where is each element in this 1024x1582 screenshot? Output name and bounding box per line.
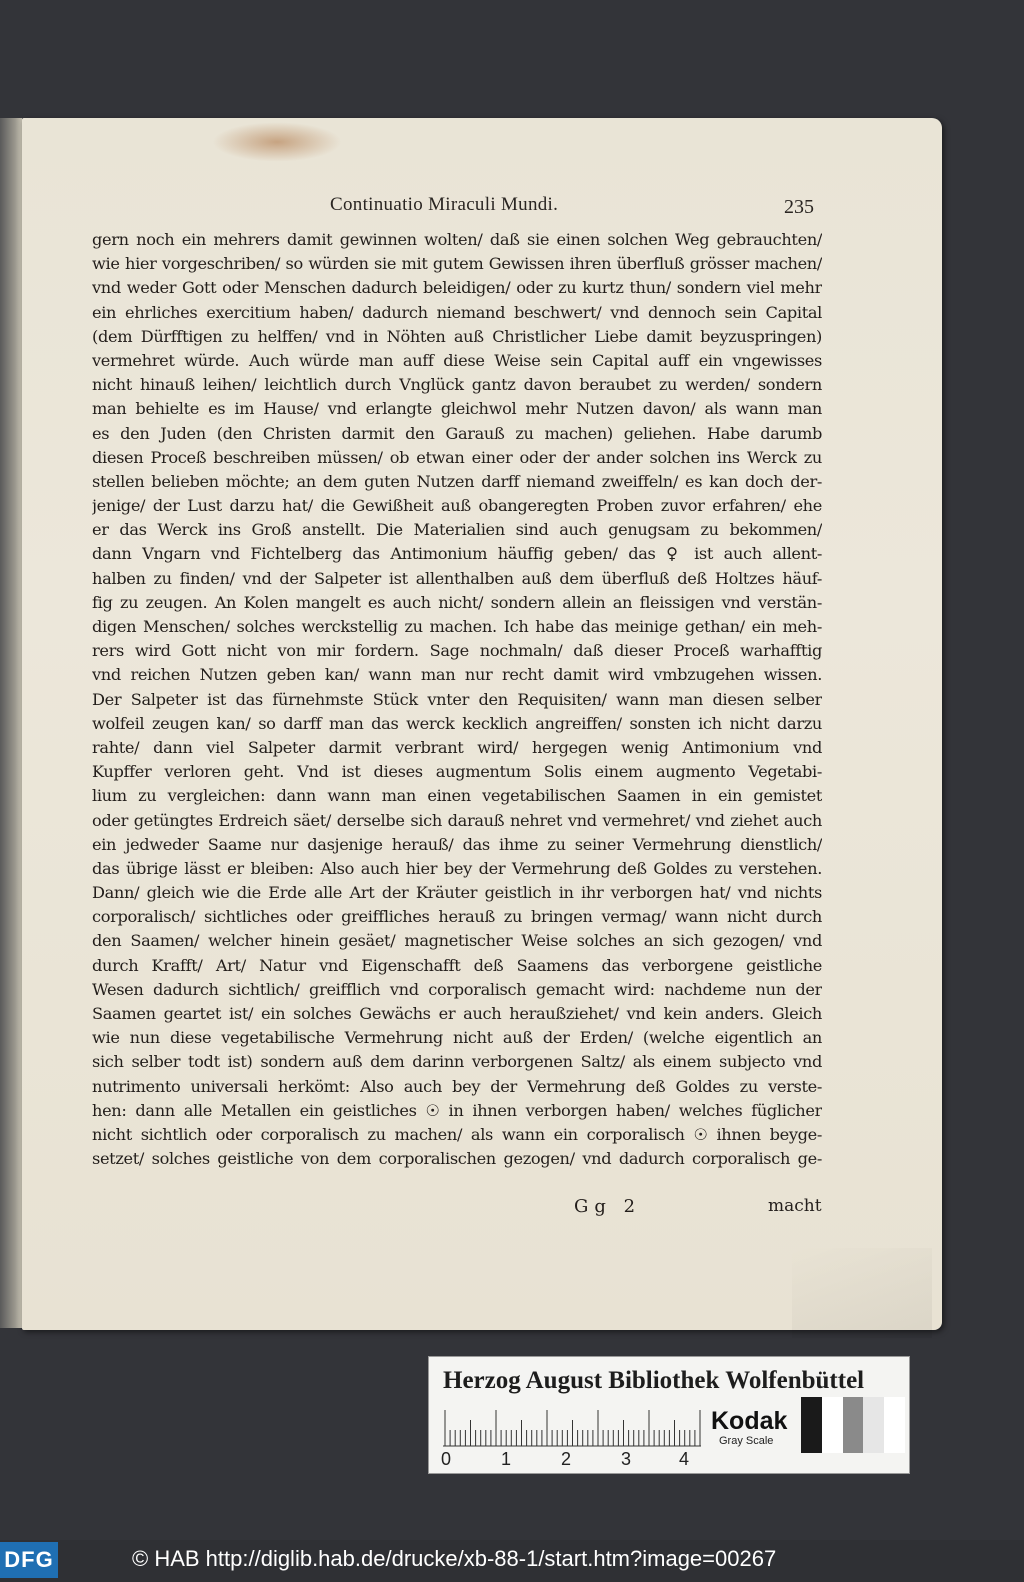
page-stain [212, 122, 342, 162]
text-line: diesen Proceß beschreiben müssen/ ob etwan einer oder der ander solchen ins Werck zu [92, 447, 822, 467]
copyright-url: © HAB http://diglib.hab.de/drucke/xb-88-1/start.htm?image=00267 [132, 1546, 777, 1571]
text-line: wie hier vorgeschriben/ so würden sie mit gutem Gewissen ihren überfluß grösser machen/ [92, 254, 822, 274]
gray-swatch [822, 1397, 843, 1453]
text-line: fig zu zeugen. An Kolen mangelt es auch nicht/ sondern allein an fleissigen vnd verstän- [92, 592, 822, 612]
signature-mark: Gg 2 [574, 1196, 642, 1217]
text-line: er das Werck ins Groß anstellt. Die Materialien sind auch genugsam zu bekommen/ [92, 520, 822, 540]
kodak-logo: Kodak [711, 1407, 788, 1435]
text-line: halben zu finden/ vnd der Salpeter ist allenthalben auß dem überfluß deß Holtzes häuf- [92, 568, 822, 588]
text-line: man behielte es im Hause/ vnd erlangte gleichwol mehr Nutzen davon/ als wann man [92, 399, 822, 419]
page-number: 235 [784, 196, 814, 218]
gray-swatch [863, 1397, 884, 1453]
text-line: wolfeil zeugen kan/ so darff man das werck kecklich angreiffen/ sonsten ich nicht darzu [92, 713, 822, 733]
color-card [428, 1356, 910, 1474]
text-line: den Saamen/ welcher hinein gesäet/ magnetischer Weise solches an sich gezogen/ vnd [92, 931, 822, 951]
text-line: wie nun diese vegetabilische Vermehrung nicht auß der Erden/ (welche eigentlich an [92, 1028, 822, 1048]
running-title: Continuatio Miraculi Mundi. [330, 194, 559, 215]
text-line: vermehret würde. Auch würde man auff diese Weise sein Capital auff ein vngewisses [92, 350, 822, 370]
text-line: hen: dann alle Metallen ein geistliches ☉ in ihnen verborgen haben/ welches füglicher [92, 1100, 822, 1120]
text-line: stellen belieben möchte; an dem guten Nutzen darff niemand zweiffeln/ es kan doch der- [92, 471, 822, 491]
text-line: durch Krafft/ Art/ Natur vnd Eigenschafft deß Saamens das verborgene geistliche [92, 955, 822, 975]
text-line: es den Juden (den Christen darmit den Garauß zu machen) geliehen. Habe darumb [92, 423, 822, 443]
text-line: vnd reichen Nutzen geben kan/ wann man nur recht damit wird vmbzugehen wissen. [92, 665, 822, 685]
text-line: gern noch ein mehrers damit gewinnen wolten/ daß sie einen solchen Weg gebrauchten/ [92, 230, 822, 249]
ruler-label: 0 [441, 1449, 452, 1469]
text-line: nicht hinauß leihen/ leichtlich durch Vnglück gantz davon beraubet zu werden/ sondern [92, 375, 822, 395]
text-line: ein ehrliches exercitium haben/ dadurch niemand beschwert/ vnd dennoch sein Capital [92, 302, 822, 322]
text-line: Saamen geartet ist/ ein solches Gewächs er auch heraußziehet/ vnd kein anders. Gleich [92, 1004, 822, 1023]
gray-swatch [884, 1397, 905, 1453]
text-line: Kupffer verloren geht. Vnd ist dieses augmentum Solis einem augmento Vegetabi- [92, 762, 822, 782]
text-line: ein jedweder Saame nur dasjenige herauß/ das ihme zu seiner Vermehrung dienstlich/ [92, 834, 822, 854]
text-line: oder getüngtes Erdreich säet/ derselbe sich darauß nehret vnd vermehret/ vnd ziehet auch [92, 810, 822, 830]
ruler-scale [443, 1409, 701, 1447]
gray-swatch [801, 1397, 822, 1453]
ruler-label: 1 [501, 1449, 512, 1469]
text-line: jenige/ der Lust darzu hat/ die Gewißheit auß obangeregten Proben zuvor erfahren/ ehe [92, 496, 822, 516]
dfg-logo: DFG [0, 1542, 58, 1578]
text-line: das übrige lässt er bleiben: Also auch hier bey der Vermehrung deß Goldes zu verstehen. [92, 858, 822, 878]
ruler-label: 3 [621, 1449, 632, 1469]
text-line: vnd weder Gott oder Menschen dadurch beleidigen/ oder zu kurtz thun/ sondern viel mehr [92, 278, 822, 298]
gray-scale-label: Gray Scale [719, 1435, 774, 1447]
color-card-title: Herzog August Bibliothek Wolfenbüttel [443, 1367, 865, 1394]
body-text [92, 228, 822, 1171]
ruler-label: 2 [561, 1449, 572, 1469]
gray-swatch [843, 1397, 864, 1453]
text-line: setzet/ solches geistliche von dem corporalischen gezogen/ vnd dadurch corporalisch ge- [92, 1149, 822, 1169]
text-line: Dann/ gleich wie die Erde alle Art der Kräuter geistlich in ihr verborgen hat/ vnd nichts [92, 883, 822, 903]
text-line: Der Salpeter ist das fürnehmste Stück vnter den Requisiten/ wann man diesen selber [92, 689, 822, 709]
gray-scale-swatches [801, 1397, 905, 1453]
ruler-label: 4 [679, 1449, 690, 1469]
text-line: rahte/ dann viel Salpeter darmit verbrant wird/ hergegen wenig Antimonium vnd [92, 737, 822, 757]
text-line: (dem Dürfftigen zu helffen/ vnd in Nöhten auß Christlicher Liebe damit beyzuspringen) [92, 326, 822, 346]
text-line: dann Vngarn vnd Fichtelberg das Antimonium häuffig geben/ das ♀ ist auch allent- [92, 544, 822, 564]
catchword: macht [768, 1196, 822, 1216]
page-fold-shadow [792, 1248, 932, 1338]
text-line: nicht sichtlich oder corporalisch zu machen/ als wann ein corporalisch ☉ ihnen beyge- [92, 1124, 822, 1144]
page-edge [0, 118, 22, 1328]
footer-bar [0, 1540, 1024, 1582]
text-line: rers wird Gott nicht von mir fordern. Sage nochmaln/ daß dieser Proceß warhafftig [92, 641, 822, 661]
text-line: Wesen dadurch sichtlich/ greifflich vnd corporalisch gemacht wird: nachdeme nun der [92, 979, 822, 999]
text-line: sich selber todt ist) sondern auß dem darinn verborgenen Saltz/ als einem subjecto vnd [92, 1052, 822, 1072]
text-line: nutrimento universali herkömt: Also auch bey der Vermehrung deß Goldes zu verste- [92, 1076, 822, 1096]
text-line: digen Menschen/ solches werckstellig zu machen. Ich habe das meinige gethan/ ein meh- [92, 617, 822, 636]
text-line: corporalisch/ sichtliches oder greiffliches herauß zu bringen vermag/ wann nicht durch [92, 907, 822, 927]
running-head [22, 194, 942, 224]
text-line: lium zu vergleichen: dann wann man einen vegetabilischen Saamen in ein gemistet [92, 786, 822, 806]
